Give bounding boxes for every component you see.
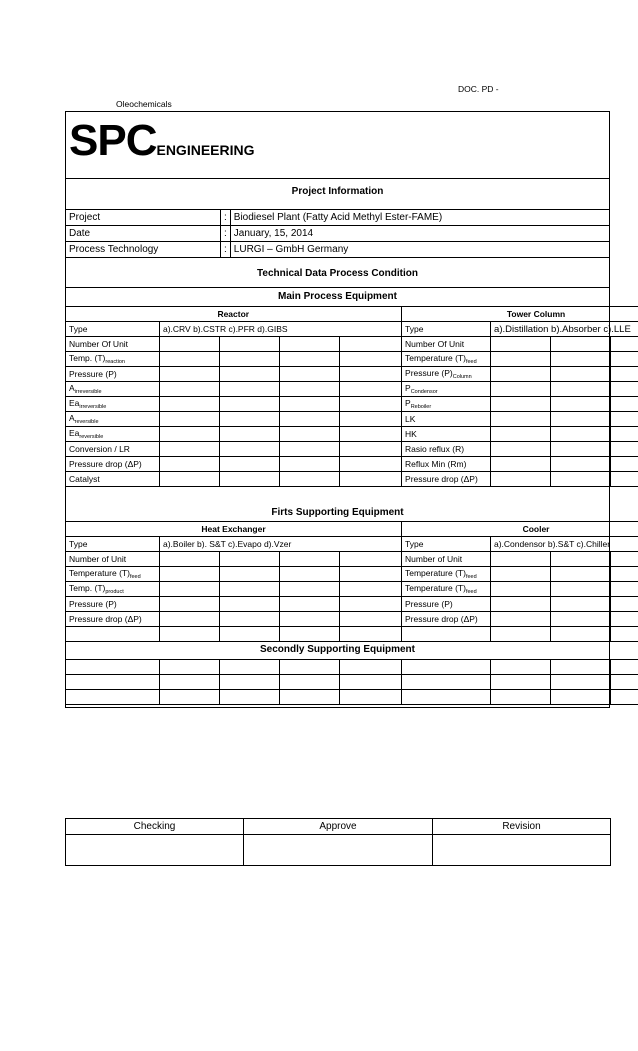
project-info-title: Project Information	[291, 186, 384, 197]
info-sep: :	[221, 226, 231, 242]
value-cell[interactable]	[280, 457, 340, 472]
value-cell[interactable]	[280, 690, 340, 705]
row-label-text: Temperature (T)	[69, 568, 130, 578]
value-cell[interactable]	[491, 660, 551, 675]
row-label-text: Temperature (T)	[405, 353, 466, 363]
value-cell[interactable]	[491, 675, 551, 690]
value-cell[interactable]	[280, 627, 340, 642]
row-label-subscript: irreversible	[74, 389, 102, 395]
row-label-text: LK	[405, 414, 416, 424]
value-cell[interactable]	[220, 427, 280, 442]
value-cell[interactable]	[160, 675, 220, 690]
row-label	[402, 382, 491, 397]
revision-signature-box[interactable]	[433, 835, 611, 866]
row-label-subscript: Reboiler	[410, 404, 432, 410]
signature-table	[65, 818, 611, 866]
value-cell[interactable]	[220, 675, 280, 690]
row-label-text: Catalyst	[69, 474, 100, 484]
value-cell[interactable]	[551, 352, 611, 367]
second-support-table	[65, 659, 638, 705]
row-label	[66, 442, 160, 457]
value-cell[interactable]	[160, 442, 220, 457]
row-label-text: Number of Unit	[69, 554, 127, 564]
table-row	[66, 412, 638, 427]
value-cell[interactable]	[340, 442, 402, 457]
value-cell[interactable]	[340, 367, 402, 382]
value-cell[interactable]	[280, 382, 340, 397]
approve-label: Approve	[244, 819, 433, 835]
value-cell[interactable]	[491, 442, 551, 457]
value-cell[interactable]	[491, 597, 551, 612]
row-label-text: Pressure drop (ΔP)	[405, 614, 478, 624]
value-cell[interactable]	[160, 367, 220, 382]
row-label-text: Temperature (T)	[405, 568, 466, 578]
value-cell[interactable]	[611, 597, 638, 612]
value-cell[interactable]	[160, 597, 220, 612]
row-label	[402, 612, 491, 627]
table-row	[66, 690, 638, 705]
value-cell[interactable]	[280, 567, 340, 582]
value-cell[interactable]	[551, 612, 611, 627]
value-cell[interactable]	[402, 660, 491, 675]
value-cell[interactable]	[551, 627, 611, 642]
value-cell[interactable]	[551, 690, 611, 705]
value-cell[interactable]	[220, 690, 280, 705]
row-label	[66, 397, 160, 412]
table-row	[66, 567, 638, 582]
table-row	[66, 427, 638, 442]
value-cell[interactable]	[611, 397, 638, 412]
value-cell[interactable]	[280, 660, 340, 675]
row-label	[66, 552, 160, 567]
main-equipment-title: Main Process Equipment	[278, 291, 397, 302]
value-cell[interactable]	[340, 612, 402, 627]
row-label-text: Pressure (P)	[69, 599, 117, 609]
table-row	[66, 552, 638, 567]
divider	[65, 178, 610, 179]
row-label-text: A	[69, 383, 75, 393]
row-label	[402, 567, 491, 582]
value-cell[interactable]	[220, 472, 280, 487]
revision-label: Revision	[433, 819, 611, 835]
value-cell[interactable]	[280, 412, 340, 427]
value-cell[interactable]	[551, 582, 611, 597]
value-cell[interactable]	[611, 382, 638, 397]
table-row	[66, 382, 638, 397]
row-label	[66, 567, 160, 582]
value-cell[interactable]	[611, 352, 638, 367]
row-label	[402, 597, 491, 612]
value-cell[interactable]	[220, 367, 280, 382]
value-cell[interactable]	[220, 397, 280, 412]
value-cell[interactable]	[551, 597, 611, 612]
technical-data-title: Technical Data Process Condition	[257, 268, 418, 279]
value-cell[interactable]	[160, 627, 220, 642]
value-cell[interactable]	[280, 397, 340, 412]
row-label	[402, 582, 491, 597]
info-sep: :	[221, 242, 231, 258]
value-cell[interactable]	[551, 457, 611, 472]
checking-label: Checking	[66, 819, 244, 835]
row-label	[402, 537, 491, 552]
row-label	[402, 367, 491, 382]
value-cell[interactable]	[491, 457, 551, 472]
table-row	[66, 457, 638, 472]
value-cell[interactable]	[340, 552, 402, 567]
value-cell[interactable]	[160, 612, 220, 627]
value-cell[interactable]	[551, 567, 611, 582]
value-cell[interactable]	[160, 337, 220, 352]
value-cell[interactable]	[491, 412, 551, 427]
table-row	[66, 397, 638, 412]
info-sep: :	[221, 210, 231, 226]
row-label-text: Temp. (T)	[69, 353, 106, 363]
row-label	[402, 552, 491, 567]
value-cell[interactable]	[551, 442, 611, 457]
heat-exchanger-title: Heat Exchanger	[66, 522, 402, 537]
value-cell[interactable]	[280, 367, 340, 382]
value-cell[interactable]	[491, 567, 551, 582]
value-cell[interactable]	[160, 472, 220, 487]
value-cell[interactable]	[611, 627, 638, 642]
project-info-table	[65, 209, 610, 258]
row-label-subscript: feed	[465, 359, 477, 365]
first-support-table	[65, 521, 638, 642]
value-cell[interactable]	[611, 660, 638, 675]
value-cell[interactable]	[611, 427, 638, 442]
row-label	[402, 627, 491, 642]
tower-column-title: Tower Column	[402, 307, 638, 322]
row-label	[66, 472, 160, 487]
info-row	[66, 226, 610, 242]
table-row	[66, 597, 638, 612]
value-cell[interactable]	[491, 582, 551, 597]
value-cell[interactable]	[491, 352, 551, 367]
checking-signature-box[interactable]	[66, 835, 244, 866]
value-cell[interactable]	[160, 552, 220, 567]
row-label	[66, 427, 160, 442]
table-row	[66, 660, 638, 675]
info-label: Date	[66, 226, 221, 242]
second-support-title: Secondly Supporting Equipment	[260, 644, 415, 655]
value-cell[interactable]	[551, 337, 611, 352]
row-label	[402, 442, 491, 457]
value-cell[interactable]	[611, 612, 638, 627]
value-cell[interactable]	[551, 472, 611, 487]
info-value: Biodiesel Plant (Fatty Acid Methyl Ester-FAME)	[230, 210, 609, 226]
value-cell[interactable]	[340, 627, 402, 642]
row-label-text: Conversion / LR	[69, 444, 130, 454]
row-label	[66, 322, 160, 337]
table-row	[66, 367, 638, 382]
row-label-text: Type	[69, 324, 88, 334]
row-label-subscript: reversible	[79, 434, 104, 440]
value-cell[interactable]	[160, 427, 220, 442]
value-cell[interactable]	[280, 582, 340, 597]
value-cell[interactable]	[340, 675, 402, 690]
value-cell[interactable]	[280, 675, 340, 690]
table-row	[66, 627, 638, 642]
value-cell[interactable]	[340, 582, 402, 597]
value-cell[interactable]	[340, 337, 402, 352]
type-options[interactable]: a).Distillation b).Absorber c).LLE	[491, 322, 638, 337]
value-cell[interactable]	[220, 442, 280, 457]
value-cell[interactable]	[402, 675, 491, 690]
value-cell[interactable]	[280, 472, 340, 487]
value-cell[interactable]	[160, 397, 220, 412]
row-label-text: P	[405, 383, 411, 393]
approve-signature-box[interactable]	[244, 835, 433, 866]
value-cell[interactable]	[340, 397, 402, 412]
row-label-text: Type	[405, 539, 424, 549]
value-cell[interactable]	[611, 457, 638, 472]
value-cell[interactable]	[340, 382, 402, 397]
value-cell[interactable]	[611, 412, 638, 427]
main-equipment-table	[65, 306, 638, 487]
value-cell[interactable]	[611, 675, 638, 690]
logo-spc: SPC	[69, 116, 157, 165]
row-label-text: Rasio reflux (R)	[405, 444, 465, 454]
row-label-text: Number of Unit	[405, 554, 463, 564]
row-label	[66, 382, 160, 397]
row-label-text: Ea	[69, 428, 80, 438]
company-subtitle: Oleochemicals	[116, 99, 172, 109]
row-label-text: Type	[69, 539, 88, 549]
row-label-text: Temp. (T)	[69, 583, 106, 593]
row-label-text: Reflux Min (Rm)	[405, 459, 467, 469]
table-row	[66, 472, 638, 487]
row-label-subscript: reaction	[105, 359, 125, 365]
value-cell[interactable]	[551, 675, 611, 690]
value-cell[interactable]	[340, 412, 402, 427]
value-cell[interactable]	[611, 582, 638, 597]
value-cell[interactable]	[340, 660, 402, 675]
row-label-text: Pressure drop (ΔP)	[405, 474, 478, 484]
value-cell[interactable]	[551, 382, 611, 397]
value-cell[interactable]	[551, 397, 611, 412]
row-label-text: Number Of Unit	[69, 339, 129, 349]
row-label	[402, 322, 491, 337]
doc-code: DOC. PD -	[458, 84, 499, 94]
value-cell[interactable]	[280, 612, 340, 627]
value-cell[interactable]	[280, 337, 340, 352]
row-label	[66, 612, 160, 627]
row-label	[66, 457, 160, 472]
table-row	[66, 612, 638, 627]
value-cell[interactable]	[220, 597, 280, 612]
value-cell[interactable]	[280, 552, 340, 567]
value-cell[interactable]	[160, 660, 220, 675]
table-row	[66, 582, 638, 597]
value-cell[interactable]	[340, 597, 402, 612]
row-label	[402, 352, 491, 367]
row-label-subscript: Column	[452, 374, 472, 380]
value-cell[interactable]	[611, 367, 638, 382]
info-value: January, 15, 2014	[230, 226, 609, 242]
value-cell[interactable]	[220, 612, 280, 627]
value-cell[interactable]	[160, 567, 220, 582]
first-support-title: Firts Supporting Equipment	[271, 507, 404, 518]
table-row	[66, 322, 638, 337]
row-label	[66, 582, 160, 597]
value-cell[interactable]	[340, 472, 402, 487]
value-cell[interactable]	[491, 472, 551, 487]
value-cell[interactable]	[340, 690, 402, 705]
row-label	[402, 337, 491, 352]
value-cell[interactable]	[220, 627, 280, 642]
value-cell[interactable]	[160, 457, 220, 472]
row-label-text: Pressure (P)	[405, 599, 453, 609]
row-label	[66, 537, 160, 552]
value-cell[interactable]	[491, 382, 551, 397]
reactor-title: Reactor	[66, 307, 402, 322]
value-cell[interactable]	[491, 427, 551, 442]
value-cell[interactable]	[160, 382, 220, 397]
table-row	[66, 337, 638, 352]
value-cell[interactable]	[66, 660, 160, 675]
row-label-subscript: irreversible	[79, 404, 107, 410]
row-label-subscript: product	[105, 589, 124, 595]
row-label-subscript: reversible	[74, 419, 99, 425]
value-cell[interactable]	[340, 457, 402, 472]
value-cell[interactable]	[611, 442, 638, 457]
value-cell[interactable]	[340, 567, 402, 582]
value-cell[interactable]	[491, 397, 551, 412]
info-label: Process Technology	[66, 242, 221, 258]
row-label	[402, 397, 491, 412]
value-cell[interactable]	[551, 367, 611, 382]
value-cell[interactable]	[491, 612, 551, 627]
row-label	[66, 337, 160, 352]
row-label-text: HK	[405, 429, 417, 439]
value-cell[interactable]	[220, 567, 280, 582]
row-label-text: Ea	[69, 398, 80, 408]
row-label	[402, 427, 491, 442]
value-cell[interactable]	[340, 427, 402, 442]
value-cell[interactable]	[611, 690, 638, 705]
value-cell[interactable]	[280, 442, 340, 457]
table-row	[66, 442, 638, 457]
row-label	[66, 412, 160, 427]
value-cell[interactable]	[160, 690, 220, 705]
info-value: LURGI – GmbH Germany	[230, 242, 609, 258]
value-cell[interactable]	[220, 352, 280, 367]
value-cell[interactable]	[66, 690, 160, 705]
value-cell[interactable]	[402, 690, 491, 705]
row-label-text: Type	[405, 324, 424, 334]
row-label-text: Pressure drop (ΔP)	[69, 614, 142, 624]
value-cell[interactable]	[611, 567, 638, 582]
value-cell[interactable]	[220, 382, 280, 397]
row-label-subscript: feed	[465, 574, 477, 580]
value-cell[interactable]	[340, 352, 402, 367]
logo	[69, 116, 255, 172]
value-cell[interactable]	[280, 597, 340, 612]
row-label-text: A	[69, 413, 75, 423]
value-cell[interactable]	[280, 427, 340, 442]
type-options[interactable]: a).Boiler b). S&T c).Evapo d).Vzer	[160, 537, 402, 552]
row-label	[402, 472, 491, 487]
value-cell[interactable]	[220, 660, 280, 675]
value-cell[interactable]	[491, 367, 551, 382]
info-row	[66, 242, 610, 258]
row-label	[66, 627, 160, 642]
row-label-subscript: feed	[129, 574, 141, 580]
type-options[interactable]: a).Condensor b).S&T c).Chiller	[491, 537, 638, 552]
value-cell[interactable]	[160, 582, 220, 597]
value-cell[interactable]	[491, 627, 551, 642]
value-cell[interactable]	[551, 427, 611, 442]
value-cell[interactable]	[66, 675, 160, 690]
value-cell[interactable]	[160, 412, 220, 427]
value-cell[interactable]	[220, 337, 280, 352]
cooler-title: Cooler	[402, 522, 638, 537]
row-label-subscript: Condensor	[410, 389, 438, 395]
row-label-text: Pressure (P)	[69, 369, 117, 379]
info-row	[66, 210, 610, 226]
value-cell[interactable]	[160, 352, 220, 367]
row-label	[402, 457, 491, 472]
value-cell[interactable]	[611, 472, 638, 487]
value-cell[interactable]	[611, 337, 638, 352]
value-cell[interactable]	[220, 457, 280, 472]
logo-engineering: ENGINEERING	[156, 142, 255, 158]
value-cell[interactable]	[491, 337, 551, 352]
value-cell[interactable]	[220, 552, 280, 567]
value-cell[interactable]	[551, 660, 611, 675]
row-label-text: Pressure (P)	[405, 368, 453, 378]
row-label-text: Pressure drop (ΔP)	[69, 459, 142, 469]
type-options[interactable]: a).CRV b).CSTR c).PFR d).GIBS	[160, 322, 402, 337]
table-row	[66, 675, 638, 690]
value-cell[interactable]	[491, 690, 551, 705]
value-cell[interactable]	[220, 412, 280, 427]
table-row	[66, 352, 638, 367]
row-label-text: Temperature (T)	[405, 583, 466, 593]
value-cell[interactable]	[220, 582, 280, 597]
value-cell[interactable]	[491, 552, 551, 567]
row-label	[402, 412, 491, 427]
row-label-text: Number Of Unit	[405, 339, 465, 349]
value-cell[interactable]	[280, 352, 340, 367]
value-cell[interactable]	[551, 412, 611, 427]
value-cell[interactable]	[611, 552, 638, 567]
divider	[65, 287, 610, 288]
value-cell[interactable]	[551, 552, 611, 567]
info-label: Project	[66, 210, 221, 226]
table-row	[66, 537, 638, 552]
row-label	[66, 367, 160, 382]
row-label-subscript: feed	[465, 589, 477, 595]
row-label	[66, 597, 160, 612]
row-label	[66, 352, 160, 367]
row-label-text: P	[405, 398, 411, 408]
